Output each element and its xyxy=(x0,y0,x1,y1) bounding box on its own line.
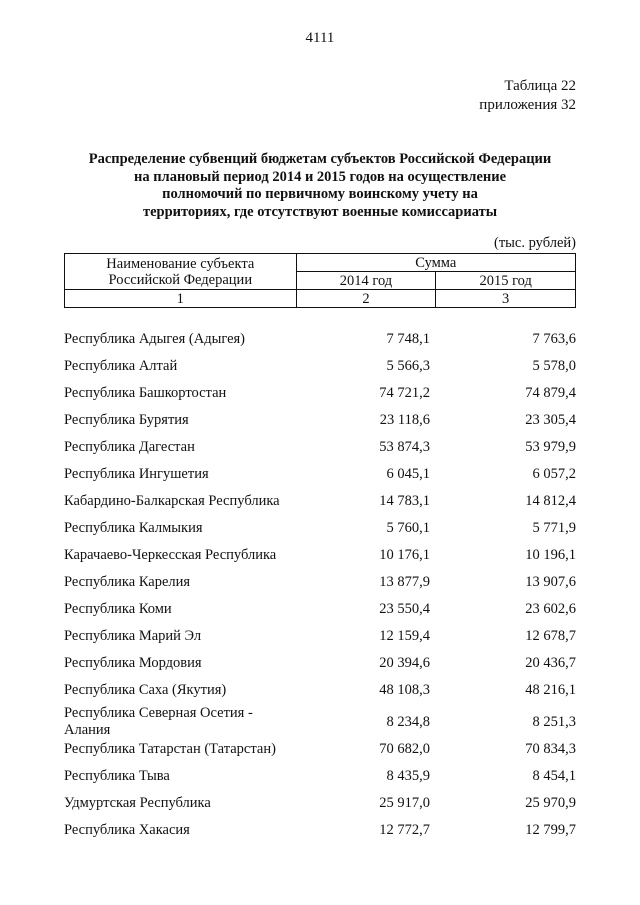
subject-name: Республика Северная Осетия - Алания xyxy=(64,705,253,738)
value-2015: 8 454,1 xyxy=(532,768,576,784)
title-line: территориях, где отсутствуют военные комиссариаты xyxy=(142,203,498,220)
value-2014: 8 234,8 xyxy=(386,714,430,730)
unit-label: (тыс. рублей) xyxy=(494,235,576,251)
title-line: полномочий по первичному воинскому учету на xyxy=(162,186,478,202)
value-2014: 14 783,1 xyxy=(379,493,430,509)
subject-name: Республика Коми xyxy=(64,601,172,617)
subject-name: Республика Карелия xyxy=(64,574,191,590)
subject-name: Республика Татарстан (Татарстан) xyxy=(64,741,276,757)
value-2015: 5 771,9 xyxy=(532,520,576,536)
subject-name: Удмуртская Республика xyxy=(64,795,211,811)
subject-name: Республика Алтай xyxy=(64,358,178,374)
title-line: на плановый период 2014 и 2015 годов на осуществление xyxy=(133,168,507,185)
subject-name: Республика Тыва xyxy=(64,768,170,784)
subject-name: Республика Хакасия xyxy=(64,822,190,838)
value-2014: 25 917,0 xyxy=(379,795,430,811)
value-2015: 23 602,6 xyxy=(525,601,576,617)
header-col-number-1: 1 xyxy=(65,290,297,308)
value-2014: 20 394,6 xyxy=(379,655,430,671)
caption-appendix-number: приложения 32 xyxy=(479,97,576,113)
subject-name: Республика Калмыкия xyxy=(64,520,203,536)
table-header xyxy=(64,253,576,308)
value-2014: 53 874,3 xyxy=(379,439,430,455)
value-2015: 25 970,9 xyxy=(525,795,576,811)
value-2015: 14 812,4 xyxy=(525,493,576,509)
header-subject-name xyxy=(65,254,297,290)
value-2014: 23 118,6 xyxy=(379,412,430,428)
value-2015: 5 578,0 xyxy=(532,358,576,374)
subject-name: Республика Марий Эл xyxy=(64,628,202,644)
header-subject-line: Российской Федерации xyxy=(108,271,253,288)
value-2015: 8 251,3 xyxy=(532,714,576,730)
value-2014: 23 550,4 xyxy=(379,601,430,617)
subject-name: Кабардино-Балкарская Республика xyxy=(64,493,280,509)
value-2014: 5 566,3 xyxy=(386,358,430,374)
value-2015: 23 305,4 xyxy=(525,412,576,428)
subject-name: Республика Мордовия xyxy=(64,655,202,671)
value-2014: 12 772,7 xyxy=(379,822,430,838)
page-number: 4111 xyxy=(305,30,335,46)
header-subject-line: Наименование субъекта xyxy=(106,255,255,272)
subject-name: Карачаево-Черкесская Республика xyxy=(64,547,277,563)
value-2014: 70 682,0 xyxy=(379,741,430,757)
value-2015: 48 216,1 xyxy=(525,682,576,698)
subject-name: Республика Дагестан xyxy=(64,439,195,455)
table-caption xyxy=(479,77,576,115)
value-2015: 70 834,3 xyxy=(525,741,576,757)
value-2015: 10 196,1 xyxy=(525,547,576,563)
title-line: Распределение субвенций бюджетам субъектов Российской Федерации xyxy=(88,151,552,167)
subject-name: Республика Башкортостан xyxy=(64,385,227,401)
value-2014: 6 045,1 xyxy=(386,466,430,482)
document-title xyxy=(60,151,580,221)
subject-name: Республика Саха (Якутия) xyxy=(64,682,227,698)
header-col-number-3: 3 xyxy=(436,290,576,308)
value-2014: 7 748,1 xyxy=(386,331,430,347)
value-2015: 13 907,6 xyxy=(525,574,576,590)
header-year-2015: 2015 год xyxy=(436,272,576,290)
header-year-2014: 2014 год xyxy=(296,272,436,290)
value-2014: 74 721,2 xyxy=(379,385,430,401)
value-2015: 12 678,7 xyxy=(525,628,576,644)
subject-name: Республика Бурятия xyxy=(64,412,189,428)
value-2014: 12 159,4 xyxy=(379,628,430,644)
header-sum: Сумма xyxy=(296,254,575,272)
value-2014: 10 176,1 xyxy=(379,547,430,563)
value-2015: 7 763,6 xyxy=(532,331,576,347)
value-2015: 74 879,4 xyxy=(525,385,576,401)
value-2014: 13 877,9 xyxy=(379,574,430,590)
value-2015: 20 436,7 xyxy=(525,655,576,671)
subject-name: Республика Ингушетия xyxy=(64,466,209,482)
value-2014: 5 760,1 xyxy=(386,520,430,536)
value-2015: 12 799,7 xyxy=(525,822,576,838)
subject-name: Республика Адыгея (Адыгея) xyxy=(64,331,246,347)
value-2014: 48 108,3 xyxy=(379,682,430,698)
value-2015: 6 057,2 xyxy=(532,466,576,482)
header-col-number-2: 2 xyxy=(296,290,436,308)
value-2014: 8 435,9 xyxy=(386,768,430,784)
value-2015: 53 979,9 xyxy=(525,439,576,455)
caption-table-number: Таблица 22 xyxy=(504,78,576,94)
